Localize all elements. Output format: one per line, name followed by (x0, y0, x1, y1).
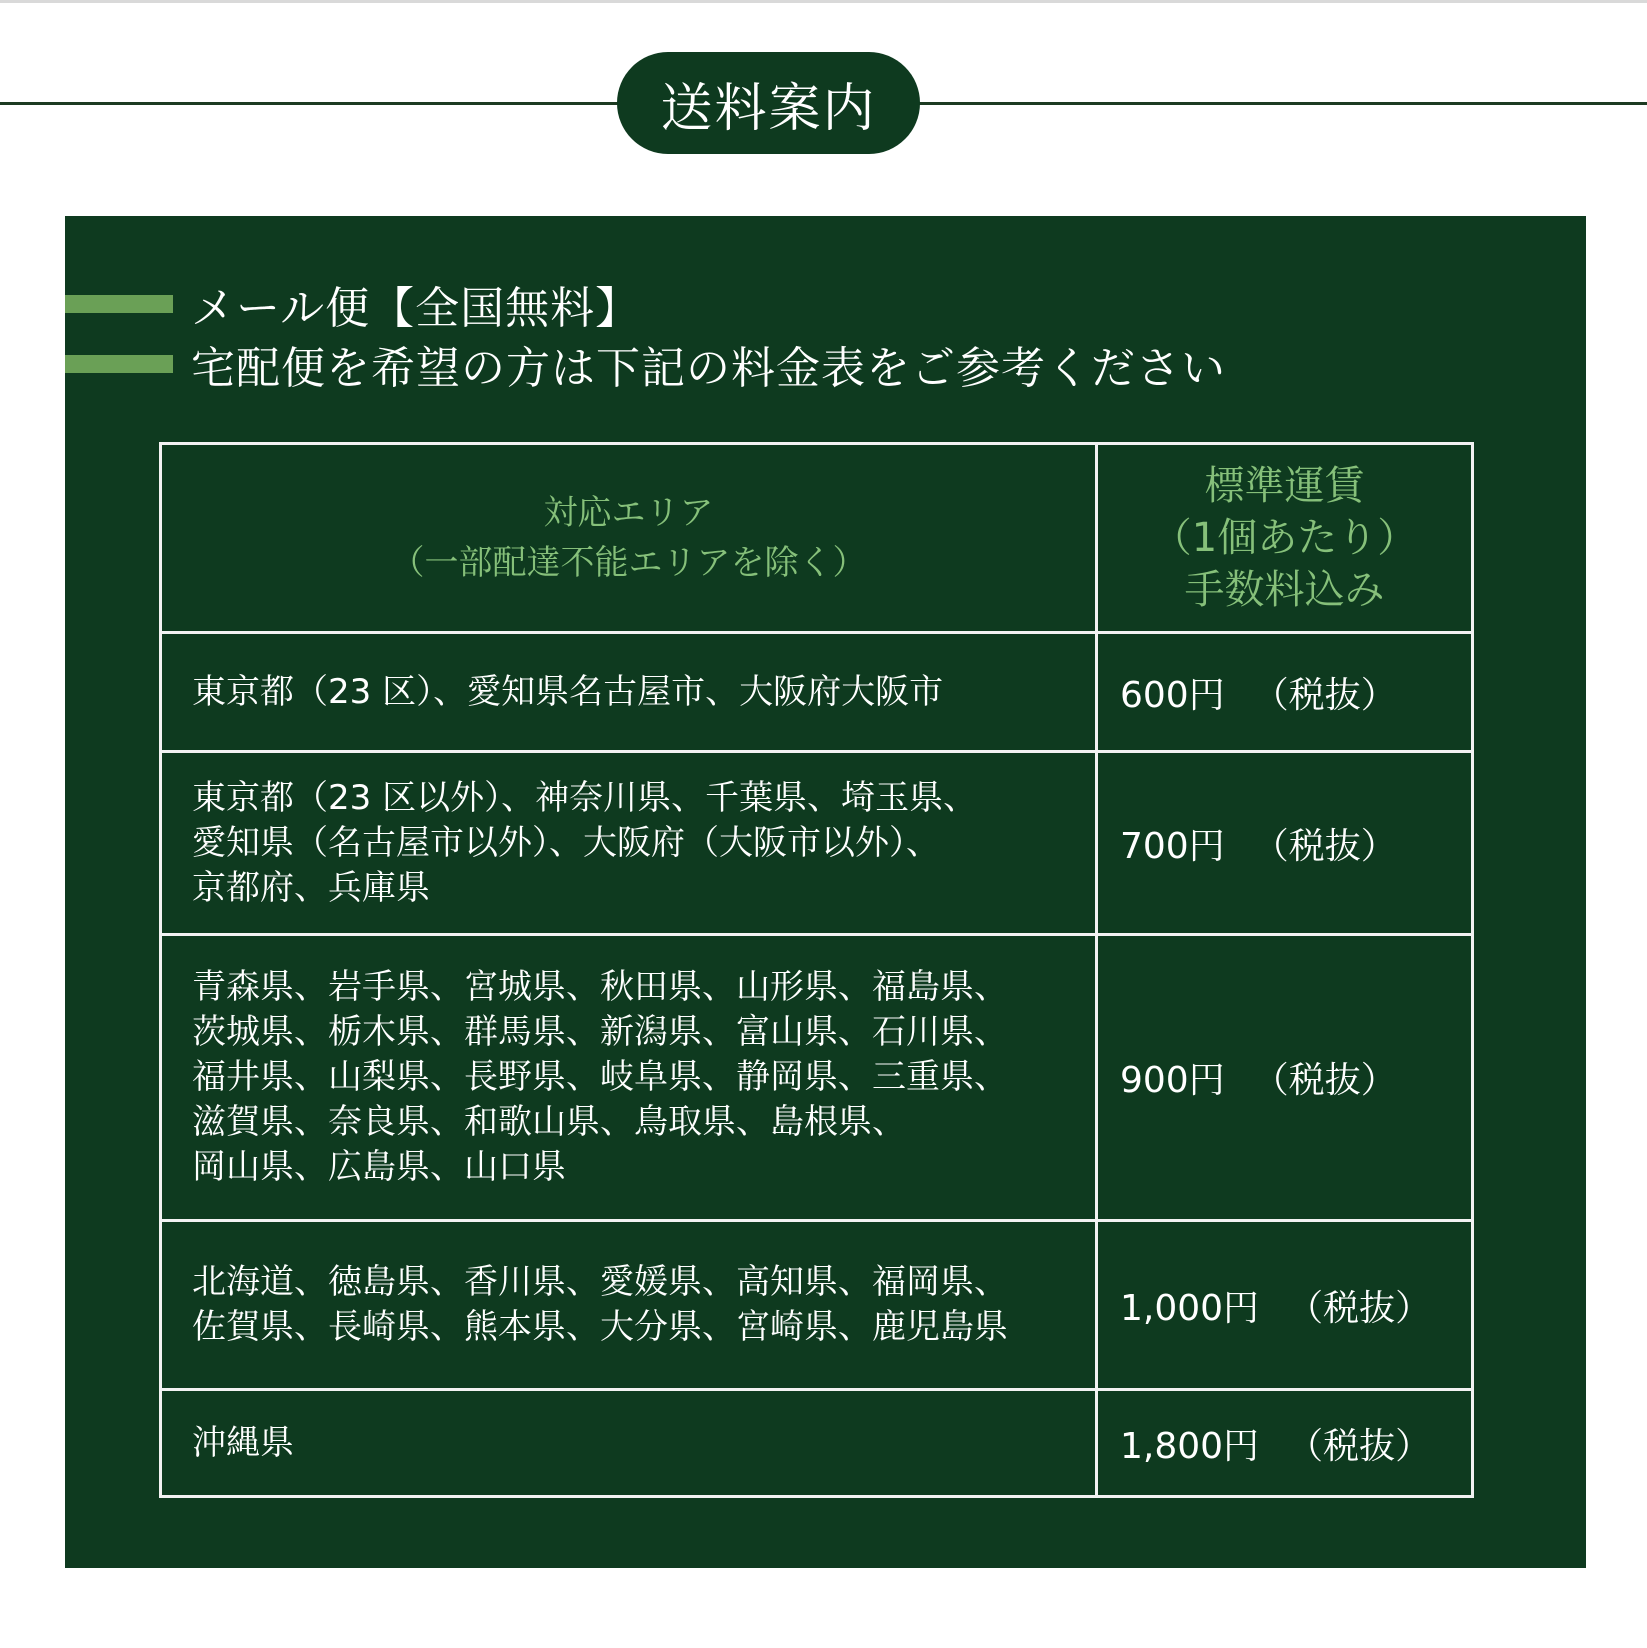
price-cell (1097, 633, 1473, 752)
header-area-line: 対応エリア (543, 493, 714, 533)
area-cell (161, 1221, 1097, 1390)
header-price (1097, 444, 1473, 633)
note-accent-bar (65, 355, 173, 373)
note-accent-bar (65, 295, 173, 313)
area-line: 佐賀県、長崎県、熊本県、大分県、宮崎県、鹿児島県 (192, 1307, 1008, 1347)
price-tax-label: （税抜） (1287, 1287, 1432, 1329)
price-value: 1,800円 (1120, 1425, 1260, 1467)
price-cell (1097, 1390, 1473, 1497)
area-cell (161, 752, 1097, 935)
price-tax-label: （税抜） (1252, 1060, 1397, 1101)
table-row (161, 1221, 1473, 1390)
price-value: 1,000円 (1120, 1287, 1260, 1329)
page-title: 送料案内 (617, 52, 920, 154)
header-price-line: 手数料込み (1184, 567, 1385, 613)
price-value: 600円 (1120, 674, 1225, 716)
area-cell (161, 935, 1097, 1221)
note-mail-delivery (65, 272, 640, 336)
area-line: 青森県、岩手県、宮城県、秋田県、山形県、福島県、 (192, 967, 1008, 1007)
area-cell (161, 1390, 1097, 1497)
area-line: 沖縄県 (192, 1422, 294, 1463)
note-text: メール便【全国無料】 (191, 283, 641, 334)
price-cell (1097, 935, 1473, 1221)
price-cell (1097, 752, 1473, 935)
price-tax-label: （税抜） (1287, 1425, 1432, 1467)
price-tax-label: （税抜） (1252, 825, 1397, 867)
area-line: 京都府、兵庫県 (192, 867, 430, 908)
area-line: 東京都（23 区）、愛知県名古屋市、大阪府大阪市 (192, 671, 944, 712)
area-line: 北海道、徳島県、香川県、愛媛県、高知県、福岡県、 (192, 1262, 1008, 1302)
area-line: 福井県、山梨県、長野県、岐阜県、静岡県、三重県、 (192, 1057, 1008, 1097)
price-tax-label: （税抜） (1252, 674, 1397, 716)
table-row (161, 752, 1473, 935)
price-cell (1097, 1221, 1473, 1390)
area-line: 岡山県、広島県、山口県 (192, 1147, 566, 1187)
shipping-info-panel (65, 216, 1586, 1568)
price-value: 700円 (1120, 825, 1225, 867)
header-area (161, 444, 1097, 633)
area-line: 愛知県（名古屋市以外）、大阪府（大阪市以外）、 (192, 822, 940, 863)
table-row (161, 633, 1473, 752)
table-header-row (161, 444, 1473, 633)
note-text: 宅配便を希望の方は下記の料金表をご参考ください (191, 343, 1226, 394)
area-line: 東京都（23 区以外）、神奈川県、千葉県、埼玉県、 (192, 777, 978, 818)
area-line: 滋賀県、奈良県、和歌山県、鳥取県、島根県、 (192, 1102, 906, 1142)
shipping-rate-table (159, 442, 1474, 1498)
top-divider (0, 0, 1647, 3)
header-area-line: （一部配達不能エリアを除く） (390, 543, 867, 583)
header-price-line: （1個あたり） (1151, 515, 1418, 561)
header-price-line: 標準運賃 (1204, 463, 1365, 509)
table-row (161, 1390, 1473, 1497)
area-line: 茨城県、栃木県、群馬県、新潟県、富山県、石川県、 (192, 1012, 1008, 1052)
note-courier-delivery (65, 332, 1226, 396)
table-row (161, 935, 1473, 1221)
area-cell (161, 633, 1097, 752)
price-value: 900円 (1120, 1060, 1225, 1101)
